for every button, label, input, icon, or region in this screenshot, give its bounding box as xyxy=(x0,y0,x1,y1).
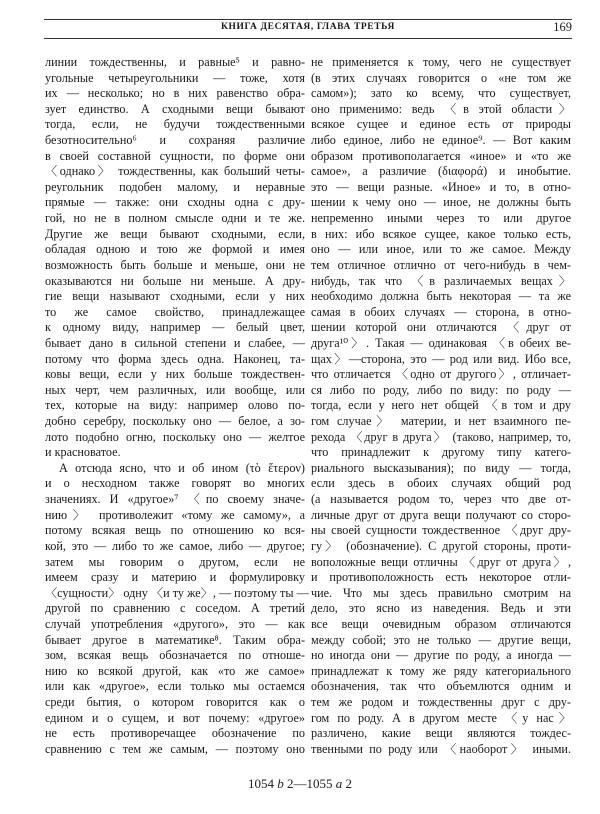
text-line: зует единство. А сходными вещи бывают xyxy=(45,101,305,116)
text-line: случай употребления «другого», это — как xyxy=(45,616,305,631)
text-line: но иногда они — другие по роду, а иногда — xyxy=(311,648,571,663)
text-line: гом случае〉 материи, и нет взаимного пе- xyxy=(311,414,571,429)
header-top-rule xyxy=(44,19,572,20)
text-line: гом по роду. А в другом месте 〈у нас〉 xyxy=(311,710,571,725)
text-line: и противоположность есть некоторое отли- xyxy=(311,570,571,585)
text-line: не применяется к тому, чего не существует xyxy=(311,55,571,69)
text-line: различено, какие вещи являются тождес- xyxy=(311,726,571,741)
text-line: затем мы говорим о другом, если не xyxy=(45,554,305,569)
text-line: что принадлежит к другому типу катего- xyxy=(311,445,571,460)
text-line: обладая одною и тою же формой и имея xyxy=(45,242,305,257)
text-line: принадлежат к тому же ряду категориального xyxy=(311,663,571,678)
bekker-end-column: a xyxy=(335,776,343,791)
text-line: что отличается 〈одно от другого〉, отличает- xyxy=(311,367,571,382)
bekker-start-column: b xyxy=(277,776,284,791)
text-line: их — несколько; но в них равенство обра- xyxy=(45,86,305,101)
text-line: ны своей сущности тождественное 〈друг дру- xyxy=(311,523,571,538)
text-line: кой, это — либо то же самое, либо — другое; xyxy=(45,538,305,553)
text-line: дело, это ясно из наведения. Ведь и эти xyxy=(311,601,571,616)
text-line: нию〉 противолежит «тому же самому», а xyxy=(45,507,305,522)
text-line: добно серебру, поскольку оно — белое, а зо- xyxy=(45,414,305,429)
text-line: нибудь, так что 〈в различаемых вещах〉 xyxy=(311,273,571,288)
text-line: тем же родом и тождественны друг с дру- xyxy=(311,694,571,709)
text-line: между собой; это не только — другие вещи, xyxy=(311,632,571,647)
text-line: образом противополагается «иное» и «то же xyxy=(311,148,571,163)
text-line: или как «другое», если только мы остаемся xyxy=(45,679,305,694)
text-line: рехода 〈друг в друга〉 (таково, например, то, xyxy=(311,429,571,444)
text-line: тогда, если у него нет общей 〈в том и дру xyxy=(311,398,571,413)
text-line: лото подобно огню, поскольку оно — желтое xyxy=(45,429,305,444)
text-line: необходимо должна быть некоторая — та же xyxy=(311,289,571,304)
text-line: воположные вещи отличны 〈друг от друга〉, xyxy=(311,554,571,569)
text-line: чие. Что мы здесь правильно смотрим на xyxy=(311,585,571,600)
text-line: обозначения, так что объемлются одним и xyxy=(311,679,571,694)
text-line: непременно иными через то или другое xyxy=(311,211,571,226)
text-line: гу〉 (обозначение). С другой стороны, проти- xyxy=(311,538,571,553)
page-number: 169 xyxy=(553,20,572,34)
text-line: (в этих случаях говорится о «не том же xyxy=(311,70,571,85)
bekker-mid: 2—1055 xyxy=(287,776,333,791)
text-line: потому всякая вещь по отношению ко вся- xyxy=(45,523,305,538)
text-line: едином и о сущем, и вот почему: «другое» xyxy=(45,710,305,725)
text-line: самое», а различие (διαφορά) и инобытие. xyxy=(311,164,571,179)
text-line: линии тождественны, и равные⁵ и равно- xyxy=(45,55,305,69)
text-line: самом»); зато ко всему, что существует, xyxy=(311,86,571,101)
text-line: и о несходном также говорят во многих xyxy=(45,476,305,491)
text-line: и красноватое. xyxy=(45,445,121,460)
text-line: значениях. И «другое»⁷ 〈по своему значе- xyxy=(45,492,305,507)
text-line: бывает дано в сильной степени и слабее, — xyxy=(45,335,305,350)
text-line: все вещи очевидным образом отличаются xyxy=(311,616,571,631)
text-line: прямые — также: они сходны одна с дру- xyxy=(45,195,305,210)
text-line: тем отличное отлично от чего-нибудь в чем- xyxy=(311,257,571,272)
text-line: А отсюда ясно, что и об ином (τὸ ἕτερον) xyxy=(59,460,305,475)
text-line: угольные четыреугольники — тоже, хотя xyxy=(45,70,305,85)
text-line: гие вещи называют сходными, если у них xyxy=(45,289,305,304)
text-line: сравнению с тем же самым, — поэтому оно xyxy=(45,741,305,756)
text-line: шении которой они отличаются 〈друг от xyxy=(311,320,571,335)
right-column xyxy=(311,55,571,757)
text-line: личные друг от друга вещи получают со сторо- xyxy=(311,507,571,522)
text-line: риального высказывания); по виду — тогда, xyxy=(311,460,571,475)
text-line: оказываются ни больше ни меньше. А дру- xyxy=(45,273,305,288)
text-line: гой, но не в полном смысле одни и те же. xyxy=(45,211,305,226)
text-line: твенными по роду или 〈наоборот〉 иными. xyxy=(311,741,571,756)
header-bottom-rule xyxy=(44,38,572,39)
text-line: Другие же вещи бывают сходными, если, xyxy=(45,226,305,241)
bekker-start: 1054 xyxy=(248,776,274,791)
text-line: безотносительно⁶ и сохраняя различие xyxy=(45,133,305,148)
text-line: в них: ибо всякое сущее, какое только есть, xyxy=(311,226,571,241)
text-line: это — вещи разные. «Иное» и то, в отно- xyxy=(311,179,571,194)
text-line: самая в обоих случаях — сторона, в отно- xyxy=(311,304,571,319)
bekker-reference xyxy=(0,776,600,792)
text-line: реугольник подобен малому, и неравные xyxy=(45,179,305,194)
text-line: бывает другое в математике⁸. Таким обра- xyxy=(45,632,305,647)
text-line: щах〉—сторона, это — род или вид. Ибо все, xyxy=(311,351,571,366)
text-line: возможность быть больше и меньше, они не xyxy=(45,257,305,272)
text-line: если здесь в обоих случаях общий род xyxy=(311,476,571,491)
left-column xyxy=(45,55,309,757)
text-line: потому что форма здесь одна. Наконец, та- xyxy=(45,351,305,366)
text-line: к одному виду, например — белый цвет, xyxy=(45,320,305,335)
text-line: оно — или иное, или то же самое. Между xyxy=(311,242,571,257)
text-line: то же самое свойство, принадлежащее xyxy=(45,304,305,319)
text-line: ных черт, чем различных, или вообще, или xyxy=(45,382,305,397)
text-line: среди бытия, о котором говорится как о xyxy=(45,694,305,709)
text-line: либо единое, либо не единое⁹. — Вот каким xyxy=(311,133,571,148)
text-line: не есть противоречащее обозначение по xyxy=(45,726,305,741)
text-line: в своей составной сущности, по форме они xyxy=(45,148,305,163)
text-line: (а называется родом то, через что две от- xyxy=(311,492,571,507)
text-line: 〈однако〉 тождественны, как больший четы- xyxy=(45,164,305,179)
text-line: зом, всякая вещь обозначается по отноше- xyxy=(45,648,305,663)
running-title: КНИГА ДЕСЯТАЯ, ГЛАВА ТРЕТЬЯ xyxy=(220,22,395,32)
text-line: 〈сущности〉 одну 〈и ту же〉, — поэтому ты — xyxy=(45,585,309,600)
text-line: ковы вещи, если у них больше тождествен- xyxy=(45,367,305,382)
text-line: тех, которые на виду: например олово по- xyxy=(45,398,305,413)
text-line: нию ко всякой другой, как «то же самое» xyxy=(45,663,305,678)
text-line: имеем сразу и материю и формулировку xyxy=(45,570,305,585)
text-line: оно применимо: ведь 〈в этой области〉 xyxy=(311,101,571,116)
text-line: тогда, если, не будучи тождественными xyxy=(45,117,305,132)
text-line: другой по сравнению с соседом. А третий xyxy=(45,601,305,616)
text-line: всякое сущее и единое есть от природы xyxy=(311,117,571,132)
text-line: друга¹⁰〉. Такая — одинаковая 〈в обеих ве- xyxy=(311,335,571,350)
text-line: ся либо по роду, либо по виду: по роду — xyxy=(311,382,571,397)
bekker-end: 2 xyxy=(345,776,352,791)
text-line: шении к чему оно — иное, не должны быть xyxy=(311,195,571,210)
